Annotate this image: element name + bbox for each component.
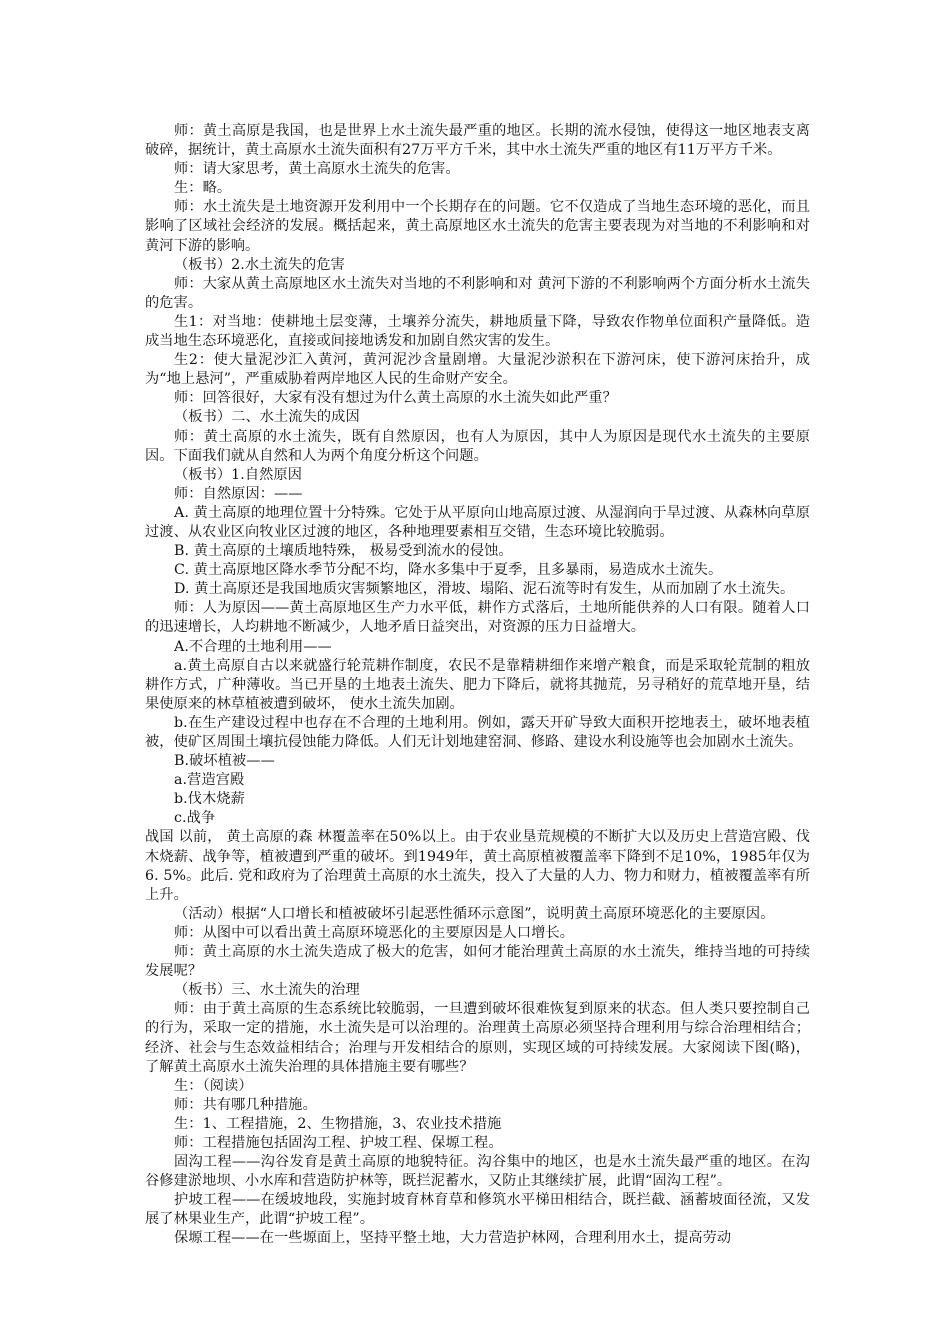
paragraph: 固沟工程——沟谷发育是黄土高原的地貌特征。沟谷集中的地区，也是水土流失最严重的地区。在沟谷修建淤地坝、小水库和营造防护林等，既拦泥蓄水，又防止其继续扩展，此谓“固沟工程”。 — [145, 1154, 810, 1190]
paragraph: 师：自然原因：—— — [174, 485, 303, 502]
list-item: A. 黄土高原的地理位置十分特殊。它处于从平原向山地高原过渡、从湿润向于旱过渡、从森林向草原过渡、从农业区向牧业区过渡的地区，各种地理要素相互交错，生态环境比较脆弱。 — [145, 504, 810, 540]
paragraph: 保塬工程——在一些塬面上，坚持平整土地，大力营造护林网，合理利用水土，提高劳动 — [174, 1230, 732, 1247]
paragraph: 师：黄土高原的水土流失，既有自然原因，也有人为原因，其中人为原因是现代水土流失的主要原因。下面我们就从自然和人为两个角度分析这个问题。 — [145, 428, 810, 464]
list-item: b.在生产建设过程中也存在不合理的土地利用。例如，露天开矿导致大面积开挖地表土，破坏地表植被，使矿区周围土壤抗侵蚀能力降低。人们无计划地建窑洞、修路、建设水利设施等也会加剧水土流失。 — [145, 714, 810, 750]
list-item: A.不合理的土地利用—— — [174, 638, 332, 655]
paragraph: 师：请大家思考，黄土高原水土流失的危害。 — [174, 161, 460, 178]
list-item: b.伐木烧薪 — [174, 791, 245, 808]
list-item: c.战争 — [174, 810, 216, 827]
paragraph: 师：水土流失是土地资源开发利用中一个长期存在的问题。它不仅造成了当地生态环境的恶化，而且影响了区域社会经济的发展。概括起来，黄土高原地区水土流失的危害主要表现为对当地的不利影响和对黄河下游的影响。 — [145, 199, 810, 254]
paragraph: 师：回答很好，大家有没有想过为什么黄土高原的水土流失如此严重？ — [174, 390, 617, 407]
paragraph: 师：人为原因——黄土高原地区生产力水平低，耕作方式落后，土地所能供养的人口有限。随着人口的迅速增长，人均耕地不断减少，人地矛盾日益突出，对资源的压力日益增大。 — [145, 600, 810, 636]
paragraph: 生2：使大量泥沙汇入黄河，黄河泥沙含量剧增。大量泥沙淤积在下游河床，使下游河床抬升，成为“地上悬河”，严重威胁着两岸地区人民的生命财产安全。 — [145, 352, 810, 388]
paragraph: 生1：对当地：使耕地土层变薄，土壤养分流失，耕地质量下降，导致农作物单位面积产量降低。造成当地生态环境恶化，直接或间接地诱发和加剧自然灾害的发生。 — [145, 313, 810, 350]
paragraph: 生：1、工程措施，2、生物措施，3、农业技术措施 — [174, 1115, 502, 1132]
paragraph: （活动）根据“人口增长和植被破坏引起恶性循环示意图”，说明黄土高原环境恶化的主要原因。 — [174, 905, 775, 922]
list-item: C. 黄土高原地区降水季节分配不均，降水多集中于夏季，且多暴雨，易造成水土流失。 — [174, 562, 723, 579]
paragraph: 师：大家从黄土高原地区水土流失对当地的不利影响和对 黄河下游的不利影响两个方面分析水土流失的危害。 — [145, 275, 810, 311]
paragraph: 生：（阅读） — [174, 1077, 253, 1094]
document-page — [145, 122, 810, 1249]
paragraph: 师：黄土高原的水土流失造成了极大的危害，如何才能治理黄土高原的水土流失，维持当地的可持续发展呢？ — [145, 944, 810, 980]
list-item: B. 黄土高原的土壤质地特殊， 极易受到流水的侵蚀。 — [174, 543, 513, 560]
paragraph: 师：从图中可以看出黄土高原环境恶化的主要原因是人口增长。 — [174, 924, 575, 941]
list-item: a.黄土高原自古以来就盛行轮荒耕作制度，农民不是靠精耕细作来增产粮食，而是采取轮荒制的粗放耕作方式，广种薄收。当已开垦的土地表土流失、肥力下降后，就将其抛荒，另寻稍好的荒草地开垦，结果使原来的林草植被遭到破坏， 使水土流失加剧。 — [145, 657, 810, 712]
list-item: D. 黄土高原还是我国地质灾害频繁地区，滑坡、塌陷、泥石流等时有发生，从而加剧了水土流失。 — [174, 581, 795, 598]
paragraph: 师：共有哪几种措施。 — [174, 1096, 317, 1113]
paragraph: 师：由于黄土高原的生态系统比较脆弱，一旦遭到破坏很难恢复到原来的状态。但人类只要控制自己的行为，采取一定的措施，水土流失是可以治理的。治理黄土高原必须坚持合理利用与综合治理相结合；经济、社会与生态效益相结合；治理与开发相结合的原则，实现区域的可持续发展。大家阅读下图(略)，了解黄土高原水土流失治理的具体措施主要有哪些？ — [145, 1001, 810, 1075]
list-item: a.营造宫殿 — [174, 772, 245, 789]
paragraph: 战国 以前， 黄土高原的森 林覆盖率在50%以上。由于农业垦荒规模的不断扩大以及历史上营造宫殿、伐木烧薪、战争等，植被遭到严重的破坏。到1949年，黄土高原植被覆盖率下降到不足10%，1985年仅为6. 5%。此后. 党和政府为了治理黄土高原的水土流失，投入了大量的人力、物力和财力，植被覆盖率有所上升。 — [145, 829, 810, 903]
list-item: B.破坏植被—— — [174, 753, 275, 770]
paragraph: 师：黄土高原是我国，也是世界上水土流失最严重的地区。长期的流水侵蚀，使得这一地区地表支离破碎，据统计，黄土高原水土流失面积有27万平方千米，其中水土流失严重的地区有11万平方千米。 — [145, 123, 810, 159]
paragraph: 护坡工程——在缓坡地段，实施封坡育林育草和修筑水平梯田相结合，既拦截、涵蓄坡面径流，又发展了林果业生产，此谓“护坡工程”。 — [145, 1192, 810, 1228]
board-heading: （板书）二、水土流失的成因 — [174, 409, 360, 426]
board-heading: （板书）2.水土流失的危害 — [174, 256, 345, 273]
paragraph: 师：工程措施包括固沟工程、护坡工程、保塬工程。 — [174, 1134, 503, 1151]
board-heading: （板书）1.自然原因 — [174, 466, 303, 483]
paragraph: 生：略。 — [174, 180, 232, 197]
board-heading: （板书）三、水土流失的治理 — [174, 982, 360, 999]
